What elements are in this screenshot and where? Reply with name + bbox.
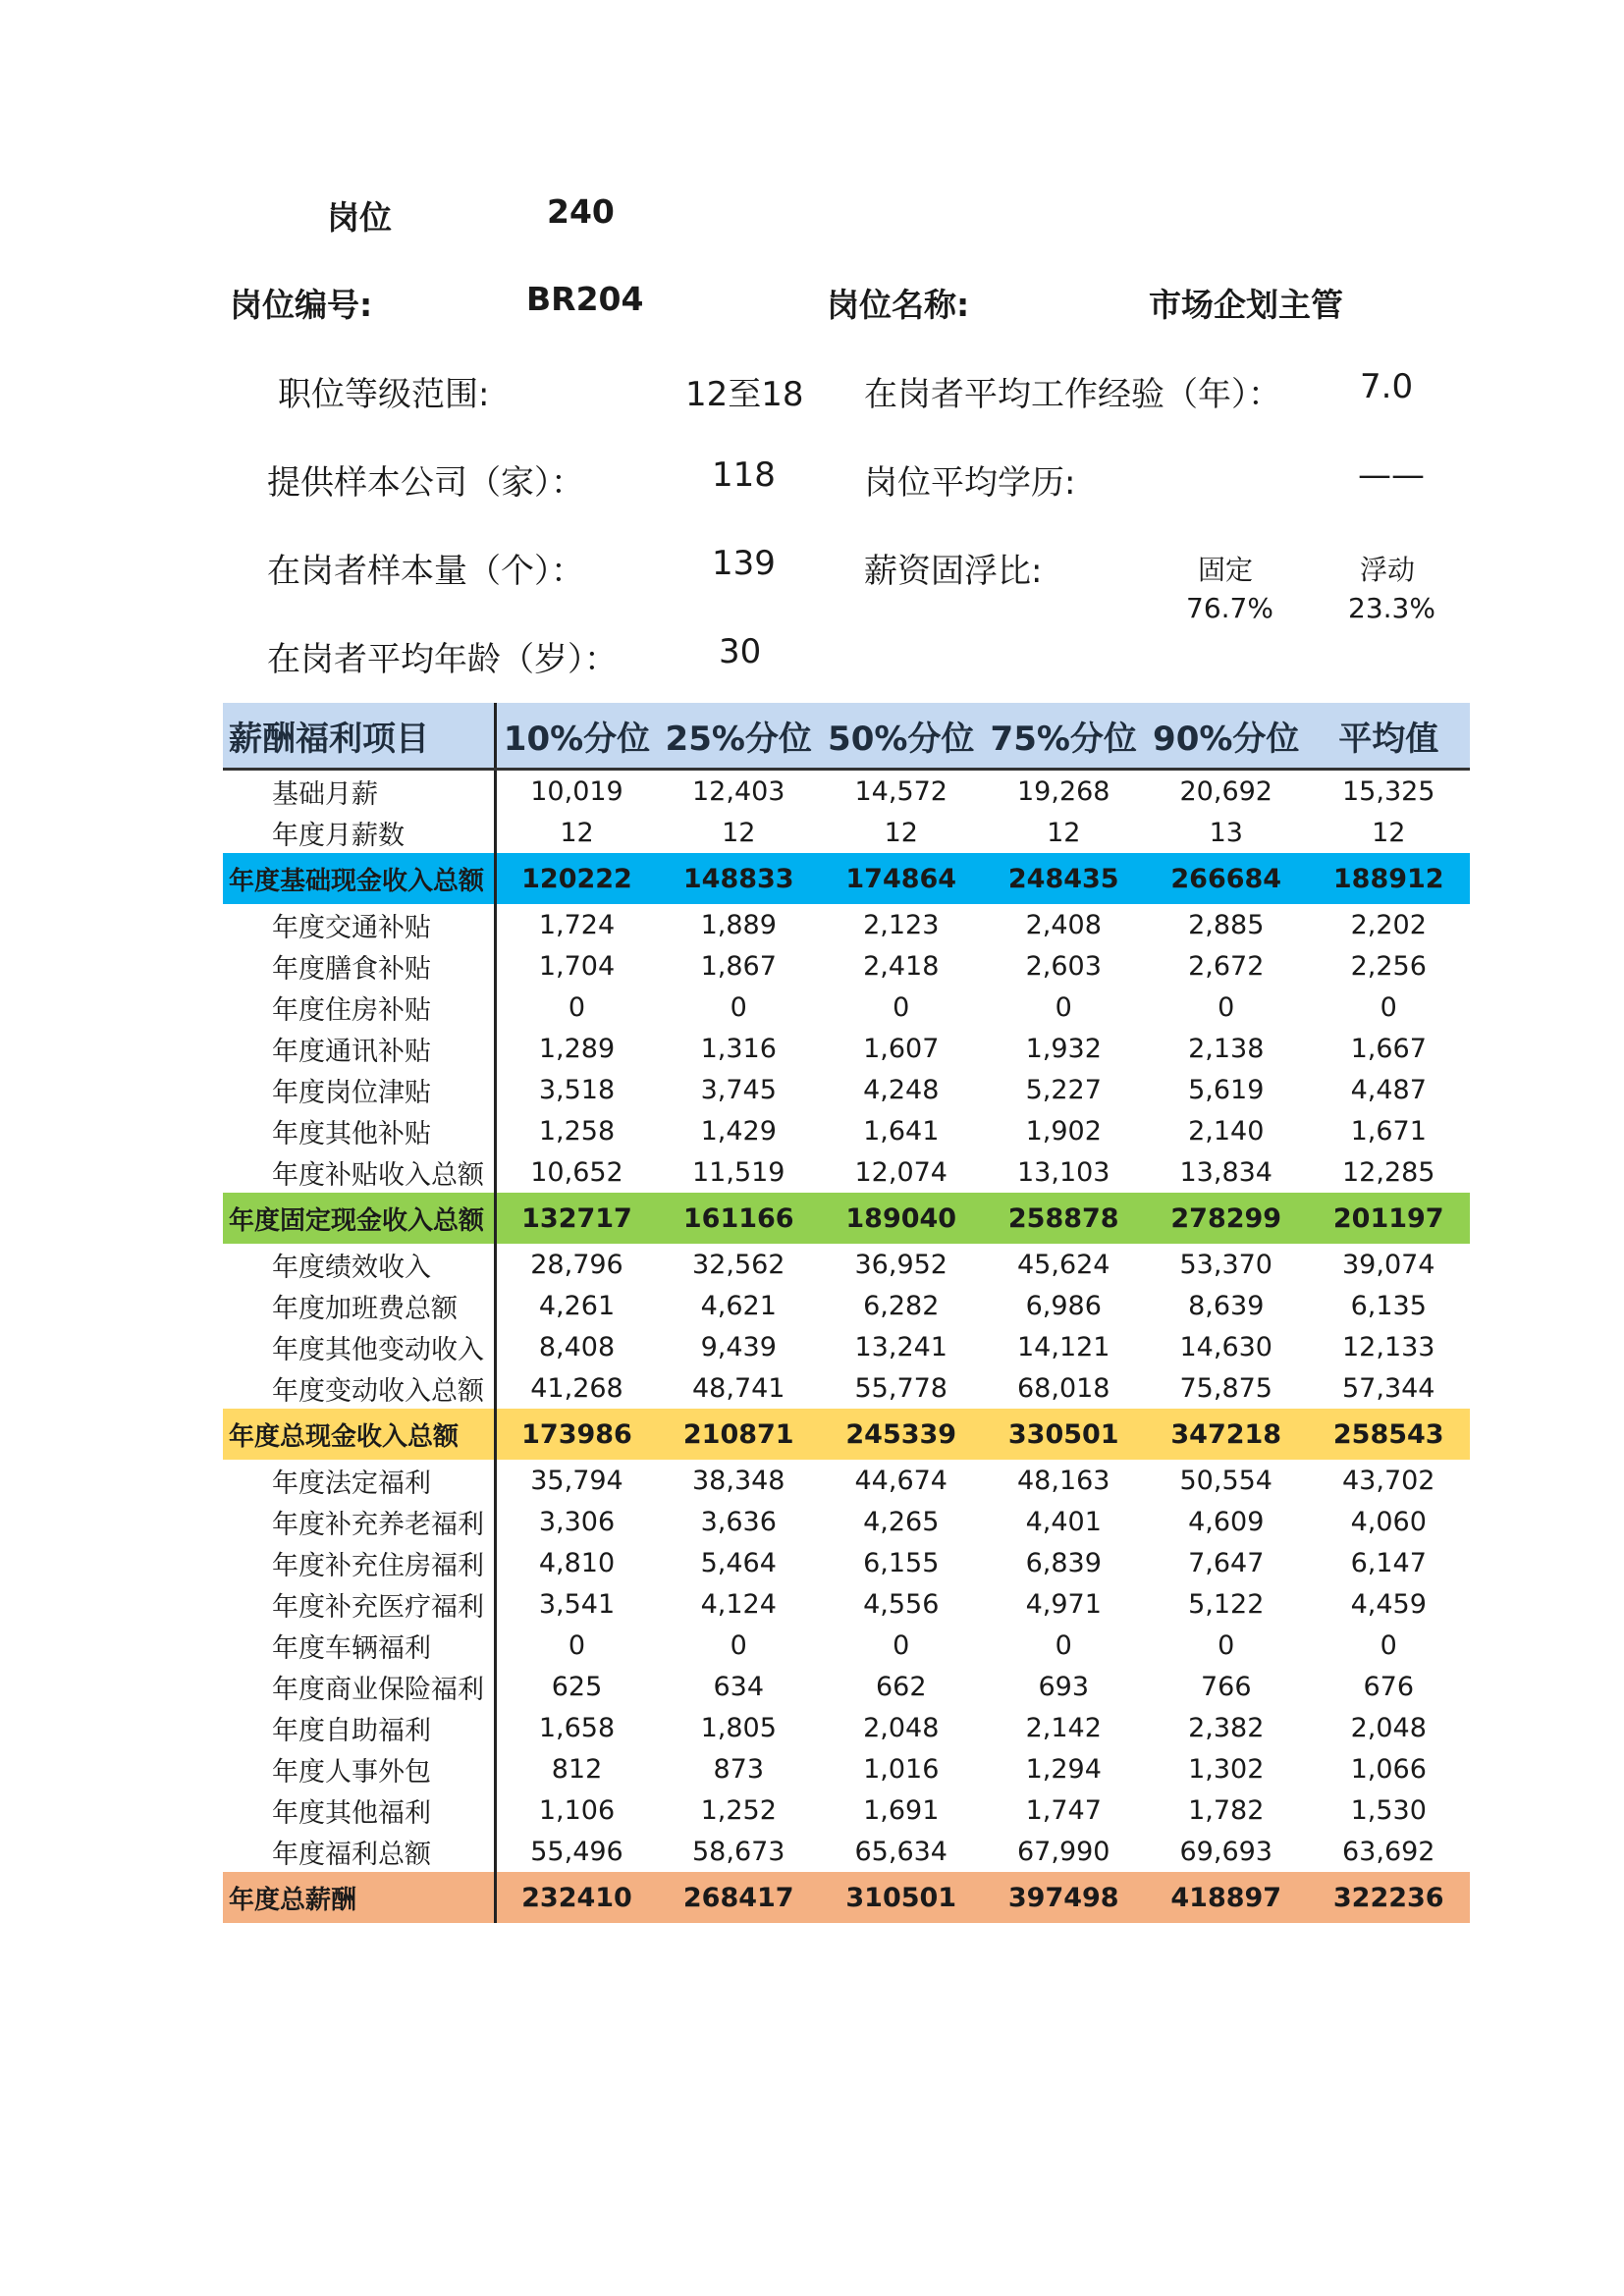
table-cell: 1,667: [1350, 1033, 1427, 1064]
table-cell: 13,241: [854, 1331, 947, 1362]
table-cell: 15,325: [1342, 775, 1435, 807]
table-row: [223, 1707, 1470, 1748]
table-row: [223, 770, 1470, 813]
row-label: 年度补贴收入总额: [223, 1151, 495, 1193]
table-cell: 174864: [845, 863, 957, 894]
table-cell: 1,889: [700, 909, 777, 940]
avg-education-value: ——: [1358, 455, 1425, 495]
table-cell: 14,121: [1017, 1331, 1110, 1362]
table-row: [223, 904, 1470, 945]
table-row: [223, 1069, 1470, 1110]
table-cell: 266684: [1170, 863, 1282, 894]
table-row: [223, 1367, 1470, 1409]
avg-experience-label: 在岗者平均工作经验（年）：: [864, 375, 1281, 414]
table-cell: 8,639: [1188, 1290, 1265, 1321]
row-label: 年度自助福利: [223, 1707, 495, 1748]
fixed-value: 76.7%: [1186, 592, 1273, 624]
table-cell: 2,202: [1350, 909, 1427, 940]
table-cell: 173986: [521, 1418, 632, 1450]
sample-companies-label: 提供样本公司（家）：: [267, 463, 584, 503]
table-cell: 5,227: [1025, 1074, 1102, 1105]
table-cell: 0: [730, 991, 747, 1023]
table-cell: 1,106: [538, 1794, 616, 1826]
table-cell: 0: [1218, 991, 1235, 1023]
table-cell: 3,518: [538, 1074, 616, 1105]
table-cell: 39,074: [1342, 1249, 1435, 1280]
table-cell: 258878: [1007, 1202, 1119, 1234]
grade-range-label: 职位等级范围:: [278, 375, 490, 414]
table-cell: 12,403: [692, 775, 785, 807]
row-label: 年度总薪酬: [223, 1872, 495, 1923]
table-cell: 4,060: [1350, 1506, 1427, 1537]
avg-experience-value: 7.0: [1360, 367, 1414, 406]
table-cell: 14,572: [854, 775, 947, 807]
table-cell: 6,135: [1350, 1290, 1427, 1321]
table-cell: 43,702: [1342, 1465, 1435, 1496]
row-label: 年度固定现金收入总额: [223, 1193, 495, 1244]
table-cell: 4,810: [538, 1547, 616, 1578]
row-label: 年度其他福利: [223, 1789, 495, 1831]
table-cell: 41,268: [530, 1372, 623, 1404]
table-cell: 0: [893, 991, 910, 1023]
table-cell: 2,140: [1188, 1115, 1265, 1147]
column-header: 平均值: [1308, 703, 1471, 770]
row-label: 年度其他补贴: [223, 1110, 495, 1151]
table-cell: 397498: [1007, 1882, 1119, 1913]
row-label: 年度住房补贴: [223, 987, 495, 1028]
table-cell: 28,796: [530, 1249, 623, 1280]
table-cell: 1,691: [863, 1794, 940, 1826]
row-label: 年度绩效收入: [223, 1244, 495, 1285]
table-cell: 0: [893, 1629, 910, 1661]
table-total-row: [223, 1872, 1470, 1923]
row-label: 年度其他变动收入: [223, 1326, 495, 1367]
row-label: 年度福利总额: [223, 1831, 495, 1872]
table-cell: 1,294: [1025, 1753, 1102, 1785]
column-header: 90%分位: [1145, 703, 1308, 770]
column-header: 75%分位: [983, 703, 1146, 770]
table-cell: 189040: [845, 1202, 957, 1234]
table-cell: 12: [1047, 817, 1081, 848]
table-cell: 14,630: [1179, 1331, 1272, 1362]
table-row: [223, 1326, 1470, 1367]
table-cell: 4,124: [700, 1588, 777, 1620]
table-cell: 1,066: [1350, 1753, 1427, 1785]
table-cell: 188912: [1332, 863, 1444, 894]
post-value: 240: [547, 192, 615, 231]
row-label: 年度法定福利: [223, 1460, 495, 1501]
table-cell: 8,408: [538, 1331, 616, 1362]
table-cell: 3,541: [538, 1588, 616, 1620]
row-label: 年度膳食补贴: [223, 945, 495, 987]
table-row: [223, 945, 1470, 987]
table-cell: 3,636: [700, 1506, 777, 1537]
table-row: [223, 987, 1470, 1028]
table-cell: 55,778: [854, 1372, 947, 1404]
column-header: 25%分位: [658, 703, 821, 770]
table-cell: 4,261: [538, 1290, 616, 1321]
table-cell: 2,123: [863, 909, 940, 940]
table-cell: 12: [560, 817, 594, 848]
table-cell: 5,464: [700, 1547, 777, 1578]
table-cell: 7,647: [1188, 1547, 1265, 1578]
table-cell: 1,704: [538, 950, 616, 982]
table-cell: 2,418: [863, 950, 940, 982]
table-cell: 1,867: [700, 950, 777, 982]
table-cell: 0: [1218, 1629, 1235, 1661]
table-cell: 13,103: [1017, 1156, 1110, 1188]
table-cell: 418897: [1170, 1882, 1282, 1913]
table-cell: 5,122: [1188, 1588, 1265, 1620]
table-cell: 232410: [521, 1882, 632, 1913]
table-cell: 812: [551, 1753, 603, 1785]
table-cell: 1,805: [700, 1712, 777, 1743]
table-total-row: [223, 853, 1470, 904]
table-cell: 38,348: [692, 1465, 785, 1496]
table-cell: 19,268: [1017, 775, 1110, 807]
table-cell: 1,902: [1025, 1115, 1102, 1147]
table-cell: 32,562: [692, 1249, 785, 1280]
table-cell: 0: [1055, 991, 1072, 1023]
row-label: 年度变动收入总额: [223, 1367, 495, 1409]
sample-size-label: 在岗者样本量（个）：: [267, 552, 584, 591]
table-cell: 53,370: [1179, 1249, 1272, 1280]
table-cell: 278299: [1170, 1202, 1282, 1234]
table-cell: 2,048: [863, 1712, 940, 1743]
table-row: [223, 1789, 1470, 1831]
float-value: 23.3%: [1348, 592, 1435, 624]
table-cell: 6,986: [1025, 1290, 1102, 1321]
table-cell: 4,401: [1025, 1506, 1102, 1537]
table-cell: 11,519: [692, 1156, 785, 1188]
column-header: 10%分位: [495, 703, 658, 770]
table-cell: 12: [1372, 817, 1406, 848]
table-cell: 12,074: [854, 1156, 947, 1188]
table-row: [223, 1460, 1470, 1501]
table-row: [223, 1542, 1470, 1583]
table-cell: 0: [1055, 1629, 1072, 1661]
table-cell: 4,487: [1350, 1074, 1427, 1105]
table-cell: 0: [1380, 991, 1397, 1023]
row-label: 年度月薪数: [223, 812, 495, 853]
table-cell: 4,459: [1350, 1588, 1427, 1620]
row-label: 年度岗位津贴: [223, 1069, 495, 1110]
table-cell: 65,634: [854, 1836, 947, 1867]
row-label: 年度补充养老福利: [223, 1501, 495, 1542]
table-cell: 1,429: [700, 1115, 777, 1147]
table-row: [223, 1583, 1470, 1625]
table-cell: 63,692: [1342, 1836, 1435, 1867]
table-cell: 69,693: [1179, 1836, 1272, 1867]
row-label: 年度总现金收入总额: [223, 1409, 495, 1460]
row-label: 年度基础现金收入总额: [223, 853, 495, 904]
table-row: [223, 812, 1470, 853]
table-cell: 68,018: [1017, 1372, 1110, 1404]
table-row: [223, 1748, 1470, 1789]
table-cell: 1,016: [863, 1753, 940, 1785]
table-total-row: [223, 1193, 1470, 1244]
post-name-label: 岗位名称:: [827, 286, 970, 324]
table-row: [223, 1285, 1470, 1326]
table-cell: 12,133: [1342, 1331, 1435, 1362]
row-label: 年度补充医疗福利: [223, 1583, 495, 1625]
table-cell: 6,282: [863, 1290, 940, 1321]
table-cell: 6,839: [1025, 1547, 1102, 1578]
table-cell: 873: [713, 1753, 765, 1785]
table-cell: 0: [568, 1629, 586, 1661]
row-label: 年度补充住房福利: [223, 1542, 495, 1583]
table-cell: 48,163: [1017, 1465, 1110, 1496]
table-cell: 1,302: [1188, 1753, 1265, 1785]
table-cell: 625: [551, 1671, 603, 1702]
fixed-label: 固定: [1198, 554, 1254, 586]
table-cell: 57,344: [1342, 1372, 1435, 1404]
table-cell: 4,621: [700, 1290, 777, 1321]
table-cell: 13,834: [1179, 1156, 1272, 1188]
table-cell: 201197: [1332, 1202, 1444, 1234]
table-row: [223, 1151, 1470, 1193]
row-label: 年度通讯补贴: [223, 1028, 495, 1069]
table-row: [223, 1244, 1470, 1285]
table-header-row: [223, 703, 1470, 770]
table-cell: 1,671: [1350, 1115, 1427, 1147]
post-code-label: 岗位编号:: [230, 286, 373, 324]
table-cell: 1,724: [538, 909, 616, 940]
table-cell: 36,952: [854, 1249, 947, 1280]
sample-companies-value: 118: [712, 455, 776, 495]
table-cell: 347218: [1170, 1418, 1282, 1450]
table-cell: 2,382: [1188, 1712, 1265, 1743]
post-label: 岗位: [327, 198, 392, 237]
row-label: 基础月薪: [223, 770, 495, 813]
post-code-value: BR204: [526, 280, 644, 318]
table-cell: 1,258: [538, 1115, 616, 1147]
table-cell: 1,747: [1025, 1794, 1102, 1826]
table-cell: 4,609: [1188, 1506, 1265, 1537]
row-label: 年度商业保险福利: [223, 1666, 495, 1707]
table-cell: 48,741: [692, 1372, 785, 1404]
table-cell: 1,782: [1188, 1794, 1265, 1826]
table-cell: 4,556: [863, 1588, 940, 1620]
table-cell: 310501: [845, 1882, 957, 1913]
table-cell: 0: [730, 1629, 747, 1661]
table-row: [223, 1625, 1470, 1666]
avg-age-value: 30: [719, 632, 762, 671]
pay-ratio-label: 薪资固浮比:: [864, 552, 1043, 591]
table-cell: 58,673: [692, 1836, 785, 1867]
row-label: 年度车辆福利: [223, 1625, 495, 1666]
table-cell: 67,990: [1017, 1836, 1110, 1867]
table-cell: 1,316: [700, 1033, 777, 1064]
column-header: 薪酬福利项目: [223, 703, 495, 770]
table-cell: 6,147: [1350, 1547, 1427, 1578]
table-row: [223, 1666, 1470, 1707]
avg-education-label: 岗位平均学历:: [864, 463, 1076, 503]
table-cell: 4,971: [1025, 1588, 1102, 1620]
table-cell: 120222: [521, 863, 632, 894]
table-cell: 10,019: [530, 775, 623, 807]
table-cell: 1,607: [863, 1033, 940, 1064]
table-cell: 330501: [1007, 1418, 1119, 1450]
table-cell: 4,265: [863, 1506, 940, 1537]
table-cell: 44,674: [854, 1465, 947, 1496]
table-cell: 693: [1038, 1671, 1090, 1702]
table-cell: 55,496: [530, 1836, 623, 1867]
table-cell: 4,248: [863, 1074, 940, 1105]
row-label: 年度交通补贴: [223, 904, 495, 945]
table-body: [223, 770, 1470, 1924]
table-cell: 6,155: [863, 1547, 940, 1578]
table-cell: 676: [1363, 1671, 1415, 1702]
table-cell: 3,306: [538, 1506, 616, 1537]
table-row: [223, 1501, 1470, 1542]
row-label: 年度人事外包: [223, 1748, 495, 1789]
table-row: [223, 1028, 1470, 1069]
table-cell: 2,256: [1350, 950, 1427, 982]
table-cell: 1,530: [1350, 1794, 1427, 1826]
table-cell: 132717: [521, 1202, 632, 1234]
table-cell: 161166: [682, 1202, 794, 1234]
table-row: [223, 1110, 1470, 1151]
avg-age-label: 在岗者平均年龄（岁）：: [267, 640, 618, 679]
column-header: 50%分位: [820, 703, 983, 770]
post-name-value: 市场企划主管: [1149, 286, 1343, 324]
table-total-row: [223, 1409, 1470, 1460]
table-cell: 2,048: [1350, 1712, 1427, 1743]
table-cell: 35,794: [530, 1465, 623, 1496]
table-cell: 75,875: [1179, 1372, 1272, 1404]
table-cell: 1,932: [1025, 1033, 1102, 1064]
table-row: [223, 1831, 1470, 1872]
table-cell: 1,252: [700, 1794, 777, 1826]
table-cell: 248435: [1007, 863, 1119, 894]
table-cell: 766: [1200, 1671, 1252, 1702]
table-cell: 2,603: [1025, 950, 1102, 982]
table-cell: 45,624: [1017, 1249, 1110, 1280]
table-cell: 3,745: [700, 1074, 777, 1105]
table-cell: 634: [713, 1671, 765, 1702]
table-cell: 0: [1380, 1629, 1397, 1661]
table-cell: 148833: [682, 863, 794, 894]
table-cell: 12: [722, 817, 756, 848]
table-cell: 1,641: [863, 1115, 940, 1147]
table-cell: 322236: [1332, 1882, 1444, 1913]
table-cell: 245339: [845, 1418, 957, 1450]
table-cell: 1,658: [538, 1712, 616, 1743]
table-cell: 2,408: [1025, 909, 1102, 940]
table-cell: 50,554: [1179, 1465, 1272, 1496]
row-label: 年度加班费总额: [223, 1285, 495, 1326]
salary-table: [223, 703, 1470, 1923]
table-cell: 2,142: [1025, 1712, 1102, 1743]
sample-size-value: 139: [712, 544, 776, 583]
table-cell: 5,619: [1188, 1074, 1265, 1105]
table-cell: 12: [884, 817, 918, 848]
table-cell: 1,289: [538, 1033, 616, 1064]
grade-range-value: 12至18: [685, 375, 804, 414]
table-cell: 13: [1209, 817, 1243, 848]
table-cell: 2,138: [1188, 1033, 1265, 1064]
table-cell: 2,672: [1188, 950, 1265, 982]
table-cell: 210871: [682, 1418, 794, 1450]
float-label: 浮动: [1360, 554, 1416, 586]
table-cell: 12,285: [1342, 1156, 1435, 1188]
table-cell: 20,692: [1179, 775, 1272, 807]
table-cell: 0: [568, 991, 586, 1023]
table-cell: 268417: [682, 1882, 794, 1913]
table-cell: 258543: [1332, 1418, 1444, 1450]
table-cell: 9,439: [700, 1331, 777, 1362]
table-cell: 10,652: [530, 1156, 623, 1188]
table-cell: 2,885: [1188, 909, 1265, 940]
table-cell: 662: [875, 1671, 927, 1702]
